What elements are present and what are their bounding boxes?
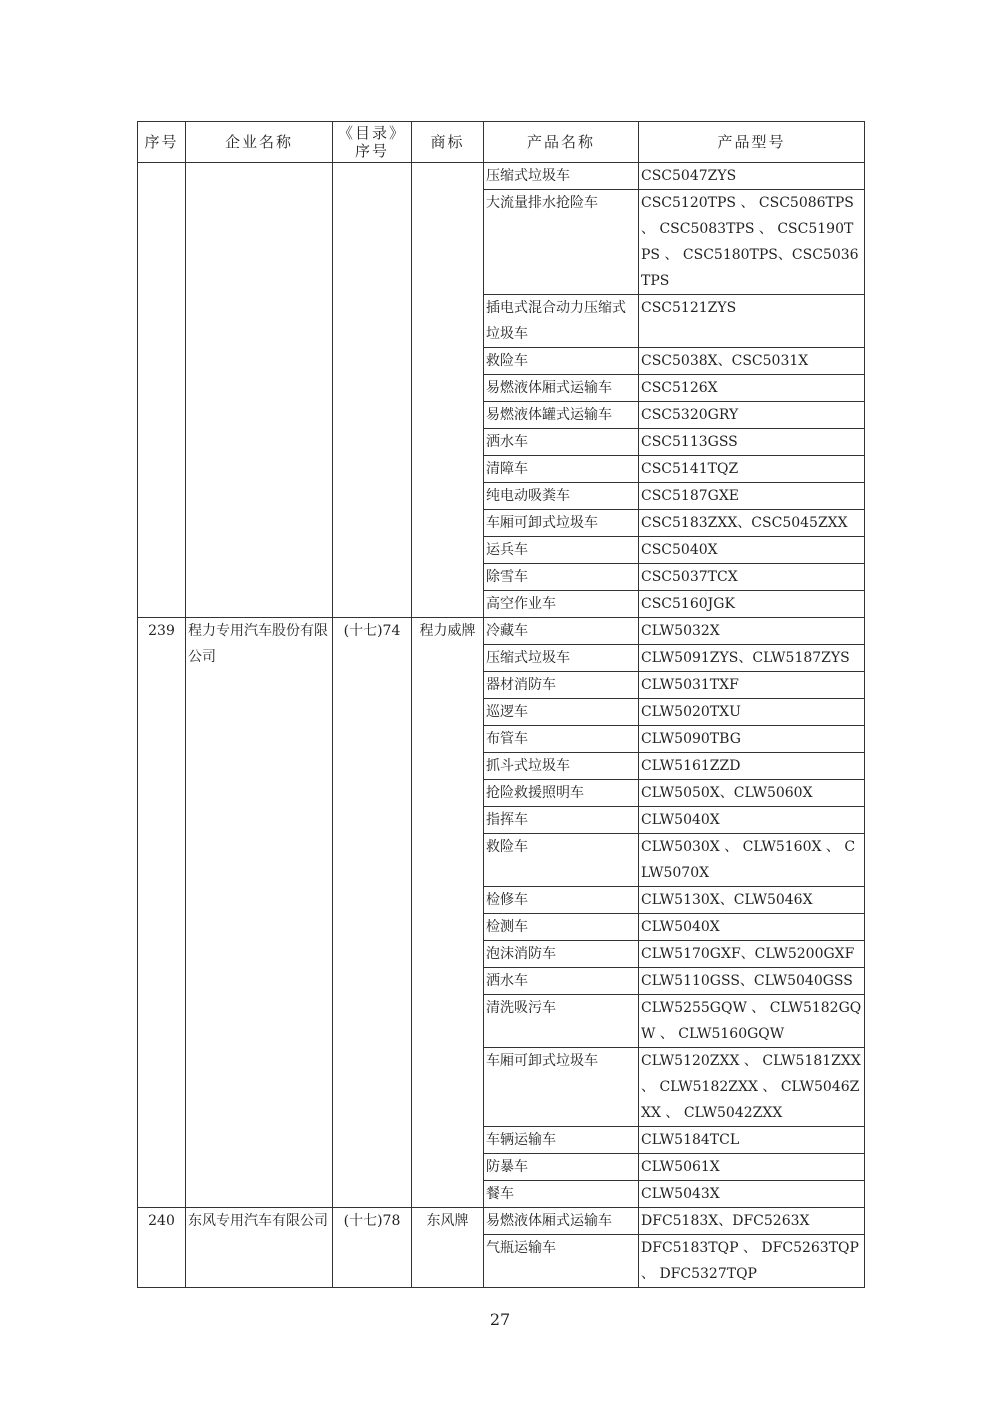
product-name: 救险车 [484,834,639,887]
product-model: CLW5032X [639,618,865,645]
product-model: CSC5113GSS [639,429,865,456]
product-model: CLW5091ZYS、CLW5187ZYS [639,645,865,672]
table-header-row [138,122,865,163]
product-model: CLW5030X 、 CLW5160X 、 CLW5070X [639,834,865,887]
company-cell: 东风专用汽车有限公司 [186,1208,333,1288]
company-cell [186,163,333,618]
product-model: CLW5020TXU [639,699,865,726]
product-name: 检修车 [484,887,639,914]
product-model: CSC5160JGK [639,591,865,618]
seq-cell: 239 [138,618,186,1208]
product-name: 餐车 [484,1181,639,1208]
product-model: CSC5037TCX [639,564,865,591]
catalog-cell: (十七)74 [333,618,412,1208]
product-model: CLW5061X [639,1154,865,1181]
product-model: CSC5121ZYS [639,295,865,348]
product-name: 冷藏车 [484,618,639,645]
product-name: 清障车 [484,456,639,483]
product-model: CLW5184TCL [639,1127,865,1154]
product-name: 洒水车 [484,429,639,456]
product-model: CSC5187GXE [639,483,865,510]
vehicle-catalog-table [137,121,865,1288]
product-model: CLW5040X [639,914,865,941]
product-model: CLW5255GQW 、 CLW5182GQW 、 CLW5160GQW [639,995,865,1048]
product-model: CLW5050X、CLW5060X [639,780,865,807]
product-name: 车厢可卸式垃圾车 [484,510,639,537]
product-name: 压缩式垃圾车 [484,163,639,190]
product-name: 洒水车 [484,968,639,995]
product-name: 易燃液体厢式运输车 [484,375,639,402]
header-model: 产品型号 [639,122,865,163]
seq-cell [138,163,186,618]
product-model: CSC5183ZXX、CSC5045ZXX [639,510,865,537]
product-name: 车厢可卸式垃圾车 [484,1048,639,1127]
product-name: 压缩式垃圾车 [484,645,639,672]
product-name: 车辆运输车 [484,1127,639,1154]
page-number: 27 [489,1310,511,1329]
product-model: CLW5040X [639,807,865,834]
header-brand: 商标 [412,122,484,163]
product-name: 大流量排水抢险车 [484,190,639,295]
product-name: 气瓶运输车 [484,1235,639,1288]
product-name: 抢险救援照明车 [484,780,639,807]
product-model: CLW5130X、CLW5046X [639,887,865,914]
product-model: DFC5183X、DFC5263X [639,1208,865,1235]
product-model: CLW5043X [639,1181,865,1208]
header-product: 产品名称 [484,122,639,163]
product-name: 抓斗式垃圾车 [484,753,639,780]
seq-cell: 240 [138,1208,186,1288]
product-name: 器材消防车 [484,672,639,699]
product-name: 插电式混合动力压缩式垃圾车 [484,295,639,348]
product-model: CLW5120ZXX 、 CLW5181ZXX 、 CLW5182ZXX 、 CLW5046ZXX 、 CLW5042ZXX [639,1048,865,1127]
product-model: DFC5183TQP 、 DFC5263TQP 、 DFC5327TQP [639,1235,865,1288]
product-model: CSC5040X [639,537,865,564]
product-name: 泡沫消防车 [484,941,639,968]
catalog-cell [333,163,412,618]
company-cell: 程力专用汽车股份有限公司 [186,618,333,1208]
catalog-cell: (十七)78 [333,1208,412,1288]
product-model: CSC5126X [639,375,865,402]
product-name: 巡逻车 [484,699,639,726]
product-model: CSC5047ZYS [639,163,865,190]
brand-cell: 东风牌 [412,1208,484,1288]
product-name: 高空作业车 [484,591,639,618]
product-name: 检测车 [484,914,639,941]
product-name: 易燃液体厢式运输车 [484,1208,639,1235]
product-model: CSC5120TPS 、 CSC5086TPS 、 CSC5083TPS 、 CSC5190TPS 、 CSC5180TPS、CSC5036TPS [639,190,865,295]
header-seq: 序号 [138,122,186,163]
product-name: 易燃液体罐式运输车 [484,402,639,429]
product-model: CLW5110GSS、CLW5040GSS [639,968,865,995]
header-catalog: 《目录》序号 [333,122,412,163]
product-model: CLW5161ZZD [639,753,865,780]
product-name: 纯电动吸粪车 [484,483,639,510]
product-model: CSC5038X、CSC5031X [639,348,865,375]
brand-cell: 程力威牌 [412,618,484,1208]
header-company: 企业名称 [186,122,333,163]
table-row [138,618,865,645]
product-model: CSC5320GRY [639,402,865,429]
product-model: CLW5170GXF、CLW5200GXF [639,941,865,968]
product-model: CSC5141TQZ [639,456,865,483]
product-model: CLW5090TBG [639,726,865,753]
product-name: 救险车 [484,348,639,375]
brand-cell [412,163,484,618]
table-row [138,163,865,190]
product-name: 除雪车 [484,564,639,591]
product-name: 指挥车 [484,807,639,834]
product-name: 防暴车 [484,1154,639,1181]
product-name: 布管车 [484,726,639,753]
table-row [138,1208,865,1235]
product-name: 清洗吸污车 [484,995,639,1048]
product-model: CLW5031TXF [639,672,865,699]
product-name: 运兵车 [484,537,639,564]
